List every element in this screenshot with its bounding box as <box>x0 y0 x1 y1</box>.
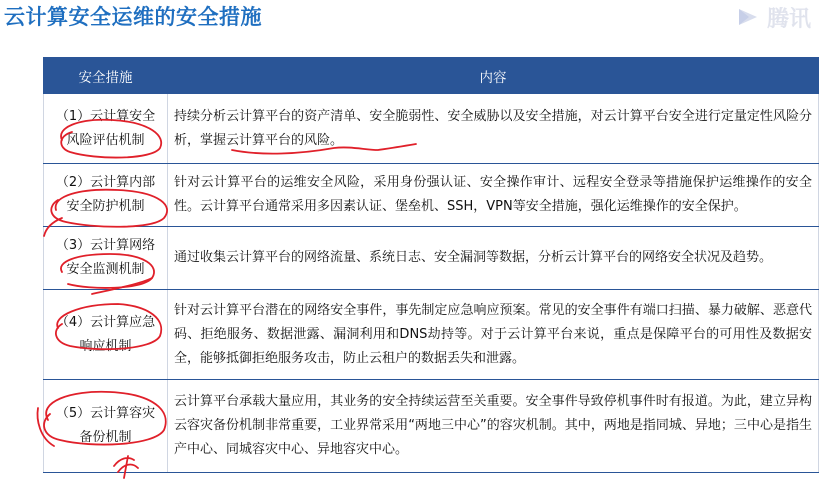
table-row <box>44 290 819 380</box>
content-cell: 云计算平台承载大量应用，其业务的安全持续运营至关重要。安全事件导致停机事件时有报道。为此，建立异构云容灾备份机制非常重要，工业界常采用“两地三中心”的容灾机制。其中，两地是指同城、异地；三中心是指生产中心、同城容灾中心、异地容灾中心。 <box>168 380 819 473</box>
measure-cell: （2）云计算内部安全防护机制 <box>44 164 168 227</box>
logo-text: 腾讯 <box>767 6 812 32</box>
security-measures-table <box>43 57 819 473</box>
column-header-measure: 安全措施 <box>44 58 168 94</box>
table-header-row <box>44 58 819 94</box>
play-icon <box>735 4 761 30</box>
content-cell: 通过收集云计算平台的网络流量、系统日志、安全漏洞等数据，分析云计算平台的网络安全状况及趋势。 <box>168 227 819 290</box>
column-header-content: 内容 <box>168 58 819 94</box>
content-cell: 针对云计算平台潜在的网络安全事件，事先制定应急响应预案。常见的安全事件有端口扫描、暴力破解、恶意代码、拒绝服务、数据泄露、漏洞利用和DNS劫持等。对于云计算平台来说，重点是保障平台的可用性及数据安全，能够抵御拒绝服务攻击，防止云租户的数据丢失和泄露。 <box>168 290 819 380</box>
measure-cell: （4）云计算应急响应机制 <box>44 290 168 380</box>
measure-cell: （1）云计算安全风险评估机制 <box>44 94 168 164</box>
measure-cell: （5）云计算容灾备份机制 <box>44 380 168 473</box>
content-cell: 持续分析云计算平台的资产清单、安全脆弱性、安全威胁以及安全措施，对云计算平台安全进行定量定性风险分析，掌握云计算平台的风险。 <box>168 94 819 164</box>
slide-title: 云计算安全运维的安全措施 <box>4 5 262 29</box>
table-row <box>44 380 819 473</box>
table-row <box>44 164 819 227</box>
content-cell: 针对云计算平台的运维安全风险，采用身份强认证、安全操作审计、远程安全登录等措施保护运维操作的安全性。云计算平台通常采用多因素认证、堡垒机、SSH，VPN等安全措施，强化运维操作的安全保护。 <box>168 164 819 227</box>
logo <box>735 0 827 34</box>
table-row <box>44 227 819 290</box>
table-row <box>44 94 819 164</box>
measure-cell: （3）云计算网络安全监测机制 <box>44 227 168 290</box>
